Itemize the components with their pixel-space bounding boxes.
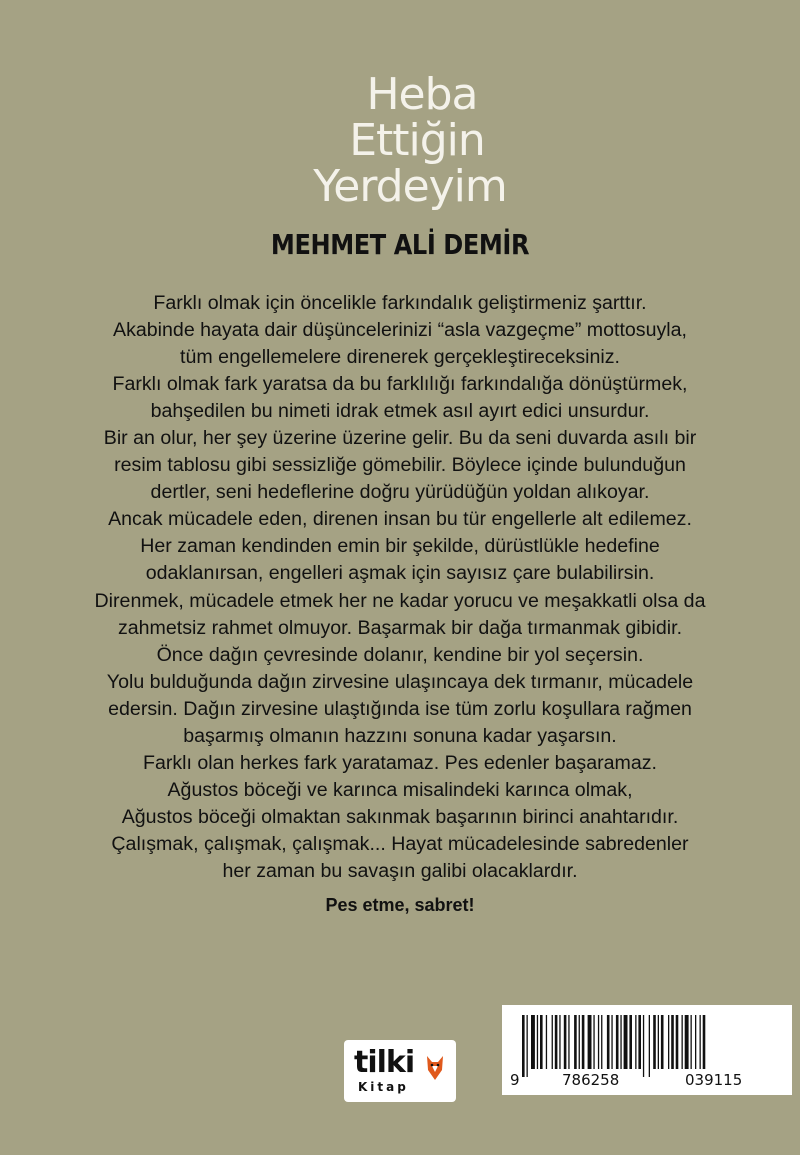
text-line: bahşedilen bu nimeti idrak etmek asıl ayırt edici unsurdur. (150, 400, 650, 423)
text-line: Ağustos böceği ve karınca misalindeki karınca olmak, (167, 778, 633, 801)
barcode-bar (598, 1015, 599, 1069)
text-line: edersin. Dağın zirvesine ulaştığında ise tüm zorlu koşullara rağmen (108, 697, 692, 720)
barcode-bar (691, 1015, 692, 1069)
barcode-bars (522, 1015, 774, 1077)
barcode-bar (661, 1015, 664, 1069)
barcode-bar (682, 1015, 683, 1069)
barcode-bar (552, 1015, 553, 1069)
barcode-bar (649, 1015, 650, 1077)
publisher-name: tilki (354, 1045, 415, 1080)
barcode-bar (695, 1015, 696, 1069)
barcode-bar (607, 1015, 610, 1069)
barcode-bar (638, 1015, 641, 1069)
barcode-group-right: 039115 (685, 1071, 743, 1089)
barcode-bar (703, 1015, 706, 1069)
text-line: odaklanırsan, engelleri aşmak için sayısız çare bulabilirsin. (145, 562, 655, 585)
text-line: Bir an olur, her şey üzerine üzerine gelir. Bu da seni duvarda asılı bir (103, 427, 697, 450)
text-line: Ağustos böceği olmaktan sakınmak başarının birinci anahtarıdır. (121, 805, 679, 828)
barcode-bar (574, 1015, 577, 1069)
closing-line: Pes etme, sabret! (325, 895, 475, 916)
title-line-3: Yerdeyim (313, 161, 507, 212)
barcode-bar (635, 1015, 636, 1069)
barcode-bar (540, 1015, 543, 1069)
barcode-digit-first: 9 (510, 1071, 520, 1089)
text-line: Ancak mücadele eden, direnen insan bu tür engellerle alt edilemez. (108, 508, 692, 531)
barcode-bar (546, 1015, 547, 1069)
barcode-bar (700, 1015, 701, 1069)
text-line: Her zaman kendinden emin bir şekilde, dürüstlükle hedefine (140, 535, 660, 558)
text-line: Önce dağın çevresinde dolanır, kendine bir yol seçersin. (156, 643, 644, 666)
author-name: MEHMET ALİ DEMİR (270, 228, 530, 261)
barcode-bar (611, 1015, 612, 1069)
barcode-bar (676, 1015, 679, 1069)
title-line-2: Ettiğin (349, 115, 485, 166)
text-line: başarmış olmanın hazzını sonuna kadar yaşarsın. (183, 724, 617, 747)
text-line: Çalışmak, çalışmak, çalışmak... Hayat mücadelesinde sabredenler (111, 832, 689, 855)
barcode-bar (629, 1015, 632, 1069)
barcode-bar (555, 1015, 558, 1069)
barcode-bar (601, 1015, 602, 1069)
isbn-barcode (502, 1005, 792, 1095)
barcode-bar (579, 1015, 580, 1069)
book-title (0, 69, 800, 212)
publisher-logo (344, 1040, 456, 1102)
back-cover-text (0, 290, 800, 917)
barcode-bar (658, 1015, 659, 1069)
text-line: Farklı olan herkes fark yaratamaz. Pes edenler başaramaz. (142, 751, 658, 774)
barcode-bar (620, 1015, 621, 1069)
barcode-bar (624, 1015, 628, 1069)
text-line: Yolu bulduğunda dağın zirvesine ulaşıncaya dek tırmanır, mücadele (106, 670, 694, 693)
barcode-bar (668, 1015, 669, 1069)
barcode-bar (653, 1015, 656, 1069)
text-line: Farklı olmak için öncelikle farkındalık geliştirmeniz şarttır. (153, 292, 647, 314)
barcode-bar (522, 1015, 525, 1077)
barcode-bar (568, 1015, 569, 1069)
text-line: Farklı olmak fark yaratsa da bu farklılığı farkındalığa dönüştürmek, (112, 373, 688, 396)
barcode-bar (671, 1015, 674, 1069)
text-line: Direnmek, mücadele etmek her ne kadar yorucu ve meşakkatli olsa da (94, 589, 706, 612)
barcode-bar (582, 1015, 585, 1069)
barcode-bar (537, 1015, 538, 1069)
barcode-bar (685, 1015, 689, 1069)
text-line: dertler, seni hedeflerine doğru yürüdüğün yoldan alıkoyar. (150, 481, 650, 504)
fox-icon (424, 1050, 446, 1084)
text-line: tüm engellemelere direnerek gerçekleştireceksiniz. (180, 346, 620, 369)
text-line: her zaman bu savaşın galibi olacaklardır. (222, 859, 578, 882)
barcode-bar (593, 1015, 594, 1069)
barcode-bar (643, 1015, 644, 1077)
barcode-bar (531, 1015, 535, 1069)
barcode-group-left: 786258 (562, 1071, 620, 1089)
title-line-1: Heba (366, 69, 478, 120)
text-line: zahmetsiz rahmet olmuyor. Başarmak bir dağa tırmanmak gibidir. (117, 616, 683, 639)
publisher-subname: Kitap (358, 1080, 409, 1094)
barcode-bar (559, 1015, 560, 1069)
barcode-bar (588, 1015, 592, 1069)
barcode-bar (564, 1015, 567, 1069)
text-line: Akabinde hayata dair düşüncelerinizi “asla vazgeçme” mottosuyla, (113, 319, 687, 342)
barcode-bar (527, 1015, 528, 1077)
barcode-bar (616, 1015, 619, 1069)
text-line: resim tablosu gibi sessizliğe gömebilir. Böylece içinde bulunduğun (114, 454, 686, 477)
